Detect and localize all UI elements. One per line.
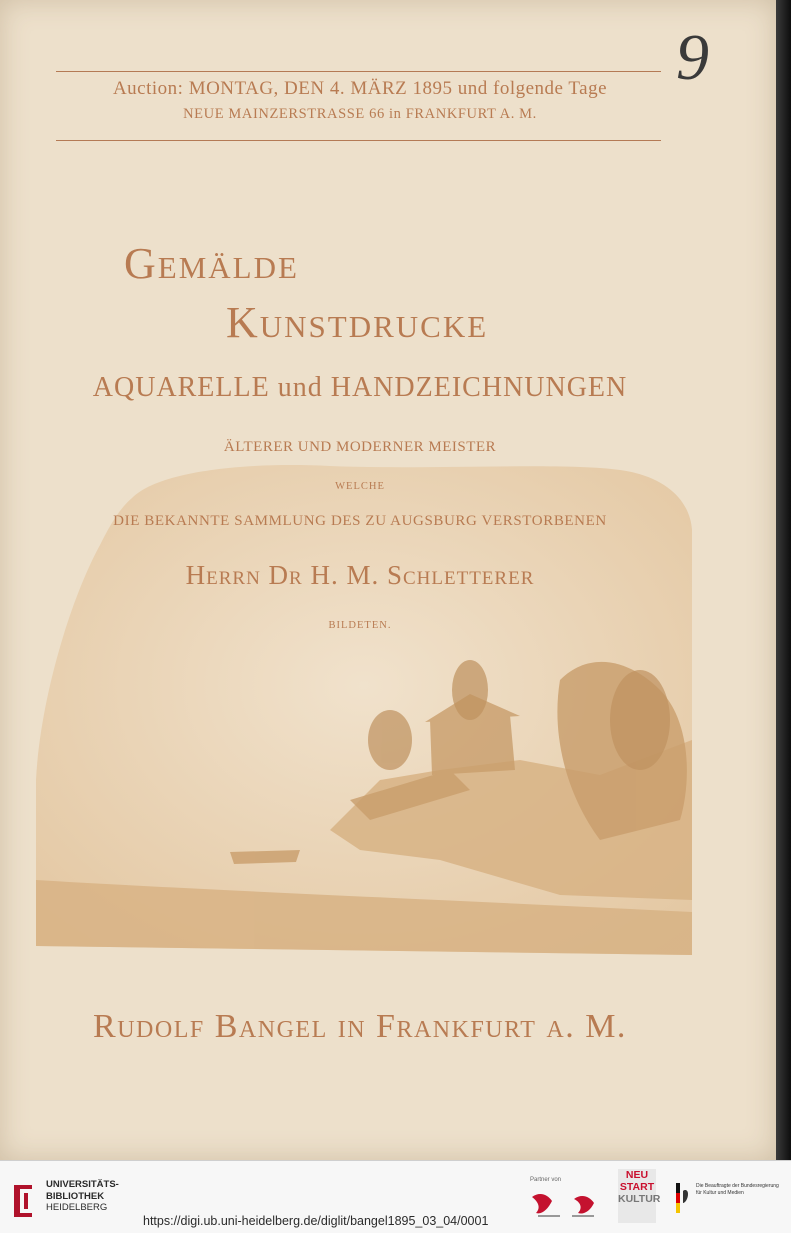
- bkm-logo[interactable]: [676, 1179, 786, 1219]
- text-welche: WELCHE: [335, 481, 385, 492]
- header-bottom-rule: [56, 140, 661, 141]
- subtitle-meister: ÄLTERER UND MODERNER MEISTER: [223, 439, 497, 455]
- university-library-name[interactable]: [46, 1179, 119, 1214]
- text-bildeten: BILDETEN.: [328, 620, 392, 631]
- top-rule: [56, 71, 661, 72]
- auction-address-line: NEUE MAINZERSTRASSE 66 in FRANKFURT A. M.: [183, 106, 537, 122]
- partner-label: Partner von: [530, 1177, 562, 1183]
- neustart-line2: START: [619, 1181, 655, 1193]
- title-aquarelle: AQUARELLE und HANDZEICHNUNGEN: [92, 372, 628, 403]
- library-name-line3: HEIDELBERG: [46, 1202, 108, 1213]
- title-gemaelde: Gemälde: [124, 239, 299, 288]
- text-sammlung: DIE BEKANNTE SAMMLUNG DES ZU AUGSBURG VERSTORBENEN: [113, 513, 607, 529]
- library-name-line2: BIBLIOTHEK: [46, 1190, 105, 1202]
- auction-date-line: Auction: MONTAG, DEN 4. MÄRZ 1895 und folgende Tage: [112, 78, 608, 99]
- collector-name: Herrn Dr H. M. Schletterer: [185, 560, 535, 590]
- partner-logos-icon[interactable]: [528, 1187, 600, 1221]
- federal-flag-icon: [676, 1183, 690, 1213]
- neustart-line3: KULTUR: [618, 1193, 661, 1205]
- neustart-line1: NEU: [625, 1169, 649, 1181]
- page-edge-shadow: [776, 0, 791, 1160]
- publisher-line: Rudolf Bangel in Frankfurt a. M.: [93, 1008, 627, 1045]
- neustart-kultur-logo[interactable]: [618, 1169, 661, 1223]
- handwritten-page-number: 9: [676, 21, 709, 94]
- university-library-logo-icon: [8, 1181, 38, 1221]
- title-kunstdrucke: Kunstdrucke: [226, 298, 489, 347]
- bkm-text: Die Beauftragte der Bundesregierung für Kultur und Medien: [696, 1183, 779, 1196]
- library-name-line1: UNIVERSITÄTS-: [46, 1179, 119, 1190]
- page-url[interactable]: https://digi.ub.uni-heidelberg.de/diglit/bangel1895_03_04/0001: [143, 1214, 489, 1228]
